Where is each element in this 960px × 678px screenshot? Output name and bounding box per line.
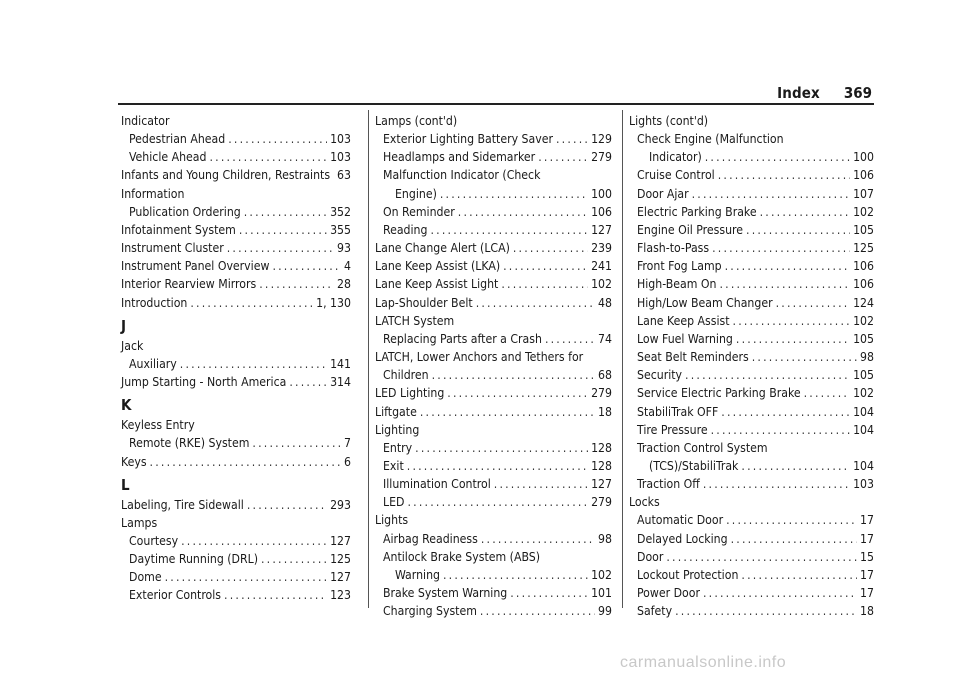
index-entry: [375, 475, 612, 493]
entry-term: LED Lighting: [375, 386, 445, 401]
entry-term: Lane Keep Assist: [637, 313, 730, 328]
entry-page-ref: 74: [598, 331, 612, 346]
index-entry: [375, 275, 612, 293]
index-column-2: [375, 112, 612, 620]
entry-term: Daytime Running (DRL): [129, 552, 258, 567]
entry-term: Warning: [395, 567, 440, 582]
entry-page-ref: 18: [598, 404, 612, 419]
entry-term: Dome: [129, 570, 162, 585]
index-entry: [629, 403, 874, 421]
dot-leader: [494, 475, 588, 493]
index-entry: [121, 496, 351, 514]
entry-page-ref: 98: [598, 531, 612, 546]
index-entry: [375, 330, 612, 348]
page-header: [777, 84, 872, 102]
dot-leader: [432, 366, 595, 384]
entry-page-ref: 128: [591, 440, 612, 455]
index-subheading: Traction Control System: [637, 440, 768, 455]
dot-leader: [503, 257, 588, 275]
dot-leader: [407, 493, 588, 511]
dot-leader: [510, 584, 588, 602]
dot-leader: [447, 384, 588, 402]
dot-leader: [244, 203, 327, 221]
index-heading: Jack: [121, 338, 144, 353]
entry-page-ref: 106: [853, 168, 874, 183]
entry-term: Safety: [637, 604, 673, 619]
entry-term: Liftgate: [375, 404, 417, 419]
entry-page-ref: 128: [591, 458, 612, 473]
index-entry: [629, 384, 874, 402]
index-entry: [629, 166, 874, 184]
entry-term: Airbag Readiness: [383, 531, 478, 546]
index-entry: [629, 475, 874, 493]
index-entry: [121, 203, 351, 221]
dot-leader: [224, 586, 327, 604]
entry-page-ref: 105: [853, 368, 874, 383]
index-heading: Lights: [375, 513, 409, 528]
entry-page-ref: 241: [591, 259, 612, 274]
dot-leader: [259, 275, 334, 293]
dot-leader: [711, 421, 850, 439]
index-entry: [629, 548, 874, 566]
entry-term: Automatic Door: [637, 513, 724, 528]
entry-term: High/Low Beam Changer: [637, 295, 773, 310]
entry-page-ref: 103: [330, 150, 351, 165]
entry-page-ref: 293: [330, 497, 351, 512]
dot-leader: [719, 275, 850, 293]
entry-page-ref: 100: [591, 186, 612, 201]
entry-term: Keys: [121, 454, 147, 469]
entry-page-ref: 68: [598, 368, 612, 383]
index-entry: [375, 203, 612, 221]
index-heading: LATCH System: [375, 313, 455, 328]
index-entry: [629, 294, 874, 312]
dot-leader: [685, 366, 850, 384]
entry-page-ref: 104: [853, 422, 874, 437]
index-entry: [375, 294, 612, 312]
index-entry: [629, 457, 874, 475]
entry-page-ref: 125: [330, 552, 351, 567]
dot-leader: [666, 548, 857, 566]
entry-page-ref: 127: [330, 533, 351, 548]
dot-leader: [476, 294, 595, 312]
index-entry: [121, 148, 351, 166]
entry-page-ref: 279: [591, 150, 612, 165]
entry-term: Instrument Panel Overview: [121, 259, 270, 274]
entry-page-ref: 102: [853, 386, 874, 401]
entry-page-ref: 7: [344, 436, 351, 451]
entry-page-ref: 107: [853, 186, 874, 201]
index-entry: [375, 221, 612, 239]
dot-leader: [726, 511, 857, 529]
entry-term: Infotainment System: [121, 222, 236, 237]
entry-term: Pedestrian Ahead: [129, 132, 226, 147]
index-entry: [629, 148, 874, 166]
dot-leader: [804, 384, 850, 402]
dot-leader: [752, 348, 857, 366]
index-entry: [629, 421, 874, 439]
dot-leader: [150, 453, 341, 471]
entry-term: Traction Off: [637, 477, 700, 492]
index-entry: [375, 185, 612, 203]
dot-leader: [741, 457, 850, 475]
entry-term: Lane Change Alert (LCA): [375, 241, 510, 256]
index-entry: [121, 275, 351, 293]
dot-leader: [272, 257, 341, 275]
index-entry: [375, 366, 612, 384]
entry-page-ref: 98: [860, 350, 874, 365]
index-heading: Locks: [629, 495, 660, 510]
index-subheading: Antilock Brake System (ABS): [383, 549, 540, 564]
index-entry: [121, 130, 351, 148]
index-entry: [375, 239, 612, 257]
entry-page-ref: 123: [330, 588, 351, 603]
index-heading: Information: [121, 186, 185, 201]
index-entry: [121, 532, 351, 550]
index-entry: [629, 566, 874, 584]
index-entry: [629, 239, 874, 257]
index-entry: [629, 203, 874, 221]
index-subheading: Malfunction Indicator (Check: [383, 168, 541, 183]
dot-leader: [180, 355, 327, 373]
dot-leader: [407, 457, 588, 475]
entry-term: LED: [383, 495, 405, 510]
entry-term: Indicator): [649, 150, 702, 165]
dot-leader: [443, 566, 588, 584]
entry-term: Auxiliary: [129, 356, 177, 371]
entry-page-ref: 106: [591, 204, 612, 219]
entry-page-ref: 103: [853, 477, 874, 492]
dot-leader: [430, 221, 588, 239]
entry-page-ref: 104: [853, 404, 874, 419]
entry-page-ref: 106: [853, 277, 874, 292]
dot-leader: [190, 294, 313, 312]
dot-leader: [741, 566, 857, 584]
dot-leader: [247, 496, 327, 514]
entry-term: Introduction: [121, 295, 188, 310]
entry-term: Courtesy: [129, 533, 179, 548]
dot-leader: [228, 130, 327, 148]
index-entry: [375, 130, 612, 148]
entry-page-ref: 279: [591, 495, 612, 510]
index-entry: [121, 373, 351, 391]
index-entry: [629, 366, 874, 384]
entry-term: Low Fuel Warning: [637, 331, 733, 346]
index-entry: [375, 257, 612, 275]
entry-term: Jump Starting - North America: [121, 375, 287, 390]
index-entry: [629, 330, 874, 348]
dot-leader: [239, 221, 327, 239]
dot-leader: [181, 532, 327, 550]
index-entry: [375, 148, 612, 166]
index-entry: [375, 403, 612, 421]
entry-term: Charging System: [383, 604, 477, 619]
entry-term: Lane Keep Assist Light: [375, 277, 499, 292]
entry-term: Exit: [383, 458, 404, 473]
watermark: carmanualsonline.info: [620, 654, 787, 671]
entry-page-ref: 141: [330, 356, 351, 371]
entry-page-ref: 4: [344, 259, 351, 274]
dot-leader: [415, 439, 588, 457]
entry-term: Tire Pressure: [637, 422, 708, 437]
dot-leader: [501, 275, 588, 293]
dot-leader: [760, 203, 850, 221]
dot-leader: [261, 550, 327, 568]
dot-leader: [420, 403, 595, 421]
index-entry: [121, 294, 351, 312]
header-rule: [118, 103, 874, 105]
index-entry: [375, 584, 612, 602]
dot-leader: [692, 185, 850, 203]
entry-term: Front Fog Lamp: [637, 259, 722, 274]
page-number: 369: [843, 84, 872, 102]
entry-term: Seat Belt Reminders: [637, 350, 749, 365]
entry-page-ref: 6: [344, 454, 351, 469]
entry-term: Headlamps and Sidemarker: [383, 150, 536, 165]
dot-leader: [718, 166, 850, 184]
entry-page-ref: 99: [598, 604, 612, 619]
index-entry: [629, 348, 874, 366]
index-heading: Lamps: [121, 515, 158, 530]
index-heading: Keyless Entry: [121, 418, 195, 433]
index-entry: [629, 185, 874, 203]
entry-term: Labeling, Tire Sidewall: [121, 497, 244, 512]
index-heading: Lighting: [375, 422, 420, 437]
entry-term: Service Electric Parking Brake: [637, 386, 801, 401]
entry-page-ref: 63: [337, 168, 351, 183]
dot-leader: [440, 185, 588, 203]
entry-page-ref: 127: [591, 222, 612, 237]
index-entry: [629, 602, 874, 620]
index-entry: [629, 275, 874, 293]
index-entry: [629, 221, 874, 239]
dot-leader: [545, 330, 595, 348]
entry-page-ref: 17: [860, 567, 874, 582]
entry-term: Exterior Lighting Battery Saver: [383, 132, 553, 147]
dot-leader: [480, 602, 595, 620]
entry-term: Remote (RKE) System: [129, 436, 250, 451]
index-entry: [121, 221, 351, 239]
dot-leader: [746, 221, 850, 239]
index-entry: [375, 530, 612, 548]
entry-page-ref: 279: [591, 386, 612, 401]
index-letter-heading: K: [121, 396, 132, 415]
entry-page-ref: 127: [591, 477, 612, 492]
entry-page-ref: 102: [853, 204, 874, 219]
entry-term: Lockout Protection: [637, 567, 739, 582]
dot-leader: [227, 239, 334, 257]
dot-leader: [725, 257, 850, 275]
entry-term: Exterior Controls: [129, 588, 222, 603]
entry-term: Children: [383, 368, 429, 383]
entry-term: Interior Rearview Mirrors: [121, 277, 257, 292]
entry-term: High-Beam On: [637, 277, 717, 292]
entry-page-ref: 17: [860, 586, 874, 601]
entry-term: Engine): [395, 186, 437, 201]
entry-page-ref: 1, 130: [316, 295, 351, 310]
index-subheading: Check Engine (Malfunction: [637, 132, 784, 147]
index-entry: [121, 239, 351, 257]
index-heading: Lamps (cont'd): [375, 114, 458, 128]
dot-leader: [538, 148, 588, 166]
index-entry: [375, 566, 612, 584]
entry-term: StabiliTrak OFF: [637, 404, 719, 419]
entry-page-ref: 15: [860, 549, 874, 564]
dot-leader: [481, 530, 595, 548]
entry-page-ref: 102: [591, 567, 612, 582]
entry-term: Door Ajar: [637, 186, 689, 201]
index-entry: [375, 602, 612, 620]
entry-term: Delayed Locking: [637, 531, 728, 546]
dot-leader: [731, 530, 857, 548]
index-entry: [375, 493, 612, 511]
entry-term: Lap-Shoulder Belt: [375, 295, 473, 310]
index-entry: [121, 453, 351, 471]
entry-page-ref: 17: [860, 531, 874, 546]
entry-page-ref: 124: [853, 295, 874, 310]
dot-leader: [721, 403, 850, 421]
dot-leader: [733, 312, 851, 330]
entry-page-ref: 105: [853, 331, 874, 346]
entry-page-ref: 104: [853, 458, 874, 473]
dot-leader: [458, 203, 588, 221]
dot-leader: [703, 475, 850, 493]
index-entry: [375, 439, 612, 457]
entry-page-ref: 18: [860, 604, 874, 619]
entry-term: Flash-to-Pass: [637, 241, 710, 256]
dot-leader: [289, 373, 327, 391]
entry-page-ref: 17: [860, 513, 874, 528]
index-entry: [121, 166, 351, 184]
entry-term: Cruise Control: [637, 168, 715, 183]
entry-term: Replacing Parts after a Crash: [383, 331, 542, 346]
entry-page-ref: 101: [591, 586, 612, 601]
entry-term: Instrument Cluster: [121, 241, 224, 256]
dot-leader: [736, 330, 850, 348]
index-entry: [121, 257, 351, 275]
entry-term: Entry: [383, 440, 413, 455]
entry-page-ref: 239: [591, 241, 612, 256]
index-entry: [629, 511, 874, 529]
index-entry: [121, 434, 351, 452]
section-title: Index: [777, 84, 820, 102]
entry-page-ref: 102: [591, 277, 612, 292]
dot-leader: [513, 239, 588, 257]
entry-page-ref: 48: [598, 295, 612, 310]
entry-term: Vehicle Ahead: [129, 150, 207, 165]
entry-term: Electric Parking Brake: [637, 204, 757, 219]
dot-leader: [556, 130, 588, 148]
entry-page-ref: 103: [330, 132, 351, 147]
entry-page-ref: 105: [853, 222, 874, 237]
index-entry: [629, 584, 874, 602]
entry-page-ref: 129: [591, 132, 612, 147]
entry-term: (TCS)/StabiliTrak: [649, 458, 739, 473]
entry-page-ref: 127: [330, 570, 351, 585]
entry-term: Security: [637, 368, 683, 383]
dot-leader: [776, 294, 850, 312]
dot-leader: [705, 148, 850, 166]
dot-leader: [252, 434, 341, 452]
entry-term: On Reminder: [383, 204, 455, 219]
dot-leader: [675, 602, 857, 620]
index-heading: Indicator: [121, 114, 170, 128]
entry-term: Infants and Young Children, Restraints: [121, 168, 331, 183]
entry-term: Lane Keep Assist (LKA): [375, 259, 501, 274]
entry-page-ref: 93: [337, 241, 351, 256]
index-heading: LATCH, Lower Anchors and Tethers for: [375, 350, 584, 365]
entry-page-ref: 106: [853, 259, 874, 274]
index-letter-heading: L: [121, 475, 130, 494]
dot-leader: [712, 239, 850, 257]
index-column-3: [629, 112, 874, 620]
entry-term: Illumination Control: [383, 477, 491, 492]
index-entry: [629, 257, 874, 275]
dot-leader: [209, 148, 327, 166]
column-divider: [622, 110, 623, 608]
entry-page-ref: 100: [853, 150, 874, 165]
entry-page-ref: 314: [330, 375, 351, 390]
column-divider: [368, 110, 369, 608]
index-letter-heading: J: [121, 316, 127, 335]
index-column-1: [121, 112, 351, 605]
index-heading: Lights (cont'd): [629, 114, 709, 128]
index-entry: [375, 457, 612, 475]
entry-term: Reading: [383, 222, 428, 237]
dot-leader: [703, 584, 857, 602]
entry-term: Power Door: [637, 586, 700, 601]
entry-page-ref: 355: [330, 222, 351, 237]
entry-term: Door: [637, 549, 664, 564]
dot-leader: [333, 166, 334, 184]
entry-page-ref: 102: [853, 313, 874, 328]
entry-page-ref: 28: [337, 277, 351, 292]
index-entry: [375, 384, 612, 402]
index-entry: [629, 530, 874, 548]
index-entry: [121, 586, 351, 604]
index-entry: [121, 568, 351, 586]
entry-term: Brake System Warning: [383, 586, 508, 601]
index-entry: [121, 355, 351, 373]
entry-term: Publication Ordering: [129, 204, 241, 219]
entry-term: Engine Oil Pressure: [637, 222, 744, 237]
index-entry: [121, 550, 351, 568]
entry-page-ref: 352: [330, 204, 351, 219]
entry-page-ref: 125: [853, 241, 874, 256]
dot-leader: [165, 568, 327, 586]
index-entry: [629, 312, 874, 330]
